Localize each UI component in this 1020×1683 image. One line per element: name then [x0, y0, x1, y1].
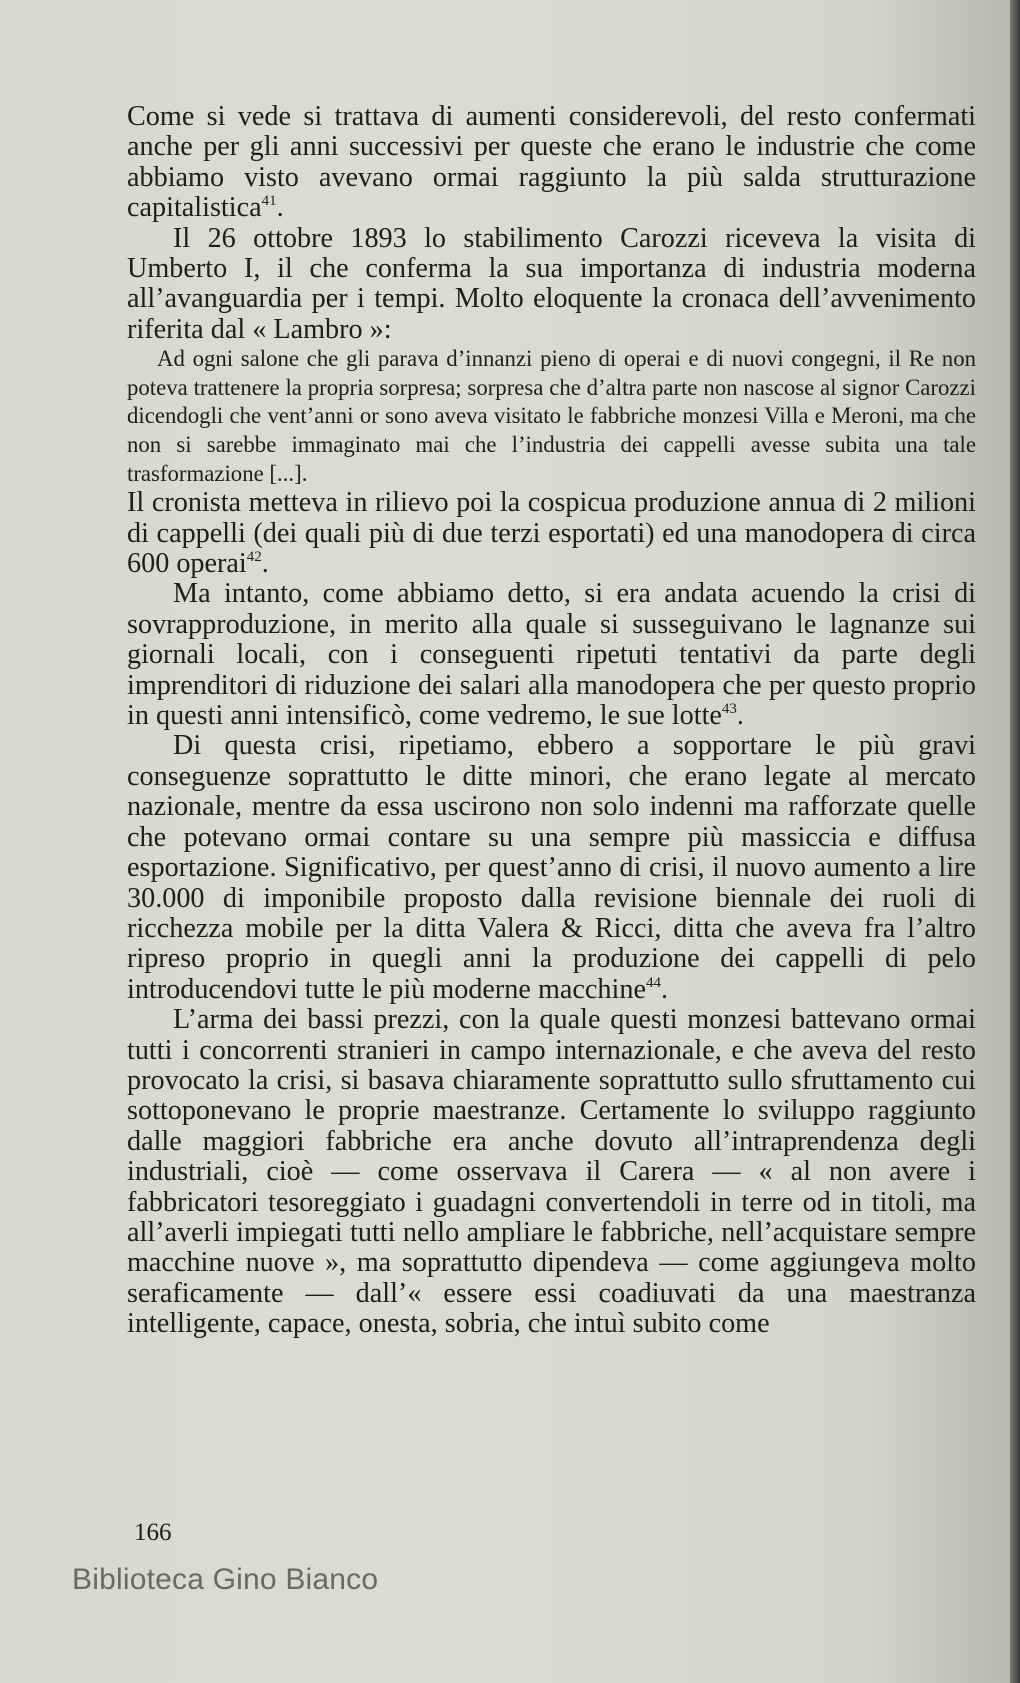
paragraph-6: L’arma dei bassi prezzi, con la quale questi monzesi battevano ormai tutti i concorrenti stranieri in campo internazionale, e che aveva del resto provocato la crisi, si basava chiaramente soprattutto sullo sfruttamento cui sottoponevano le proprie maestranze. Certamente lo sviluppo raggiunto dalle maggiori fabbriche era anche dovuto all’intraprendenza degli industriali, cioè — come osservava il Carera — « al non avere i fabbricatori tesoreggiato i guadagni convertendoli in terre od in titoli, ma all’averli impiegati tutti nello ampliare le fabbriche, nell’acquistare sempre macchine nuove », ma soprattutto dipendeva — come aggiungeva molto seraficamente — dall’« essere essi coadiuvati da una maestranza intelligente, capace, onesta, sobria, che intuì subito come	[127, 1004, 976, 1340]
footnote-ref-44: 44	[645, 974, 661, 991]
block-quote: Ad ogni salone che gli parava d’innanzi pieno di operai e di nuovi congegni, il Re non poteva trattenere la propria sorpresa; sorpresa che d’altra parte non nascose al signor Carozzi dicendogli che vent’anni or sono aveva visitato le fabbriche monzesi Villa e Meroni, ma che non si sarebbe immaginato mai che l’industria dei cappelli avesse subita una tale trasformazione [...].	[127, 346, 976, 486]
footnote-ref-41: 41	[261, 193, 277, 210]
paragraph-2: Il 26 ottobre 1893 lo stabilimento Carozzi riceveva la visita di Umberto I, il che conferma la sua importanza di industria moderna all’avanguardia per i tempi. Molto eloquente la cronaca dell’avvenimento riferita dal « Lambro »:	[127, 222, 976, 345]
paragraph-1: Come si vede si trattava di aumenti considerevoli, del resto confermati anche per gli anni successivi per queste che erano le industrie che come abbiamo visto avevano ormai raggiunto la più salda strutturazione capitalistica$^{41}$.	[127, 101, 976, 224]
paragraph-4: Ma intanto, come abbiamo detto, si era andata acuendo la crisi di sovrapproduzione, in merito alla quale si susseguivano le lagnanze sui giornali locali, con i conseguenti ripetuti tentativi da parte degli imprenditori di riduzione dei salari alla manodopera che per questo proprio in questi anni intensificò, come vedremo, le sue lotte$^{43}$.	[127, 578, 976, 732]
page-number: 166	[134, 1519, 172, 1546]
footnote-ref-43: 43	[721, 701, 737, 718]
library-watermark: Biblioteca Gino Bianco	[72, 1563, 379, 1596]
footnote-ref-42: 42	[246, 549, 262, 566]
page-body	[127, 102, 976, 1340]
page-edge-shadow	[1010, 0, 1020, 1683]
paragraph-5: Di questa crisi, ripetiamo, ebbero a sopportare le più gravi conseguenze soprattutto le ditte minori, che erano legate al mercato nazionale, mentre da essa uscirono non solo indenni ma rafforzate quelle che potevano ormai contare su una sempre più massiccia e diffusa esportazione. Significativo, per quest’anno di crisi, il nuovo aumento a lire 30.000 di imponibile proposto dalla revisione biennale dei ruoli di ricchezza mobile per la ditta Valera & Ricci, ditta che aveva fra l’altro ripreso proprio in quegli anni la produzione dei cappelli di pelo introducendovi tutte le più moderne macchine$^{44}$.	[127, 730, 976, 1005]
paragraph-3: Il cronista metteva in rilievo poi la cospicua produzione annua di 2 milioni di cappelli (dei quali più di due terzi esportati) ed una manodopera di circa 600 operai$^{42}$.	[127, 487, 976, 580]
